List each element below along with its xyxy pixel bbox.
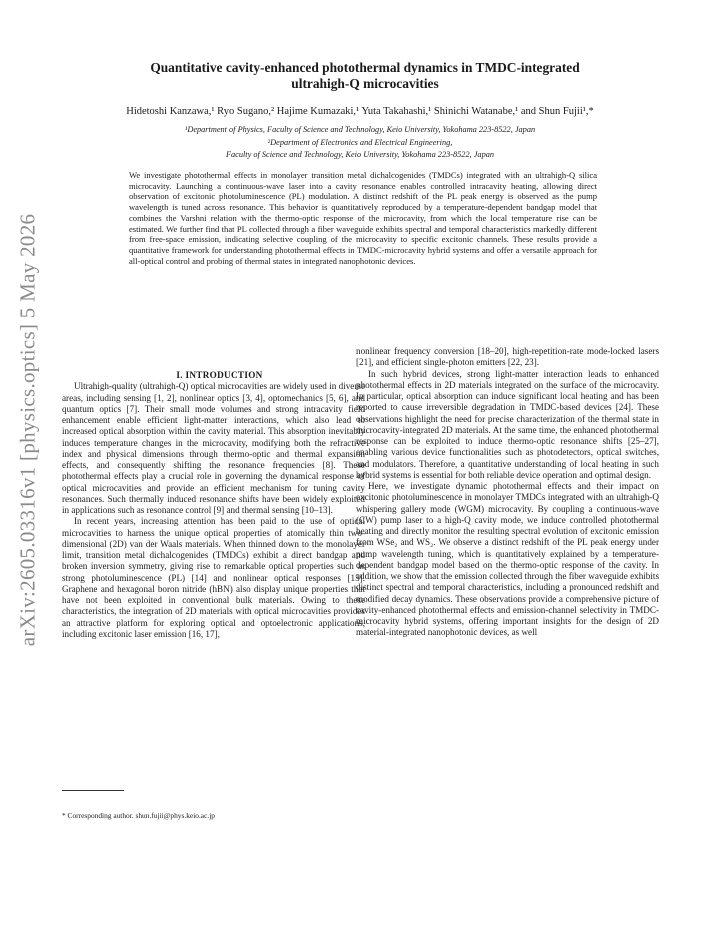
paper-title xyxy=(95,60,635,92)
arxiv-sidebar-stamp xyxy=(8,180,48,680)
right-column xyxy=(356,346,659,639)
affiliations xyxy=(60,124,660,162)
paragraph: In recent years, increasing attention has been paid to the use of optical microcavities to harness the unique optical properties of atomically thin two-dimensional (2D) van der Waals materials. When thinned down to the monolayer limit, transition metal dichalcogenides (TMDCs) exhibit a direct bandgap and broken inversion symmetry, giving rise to remarkable optical properties such as strong photoluminescence (PL) [14] and nonlinear optical responses [15]. Graphene and hexagonal boron nitride (hBN) also display unique properties that have not been exploited in conventional bulk materials. Owing to these characteristics, the integration of 2D materials with optical microcavities provides an attractive platform for exploring optical and optoelectronic applications, including excitonic laser emission [16, 17], xyxy=(62,516,365,639)
title-line-1: Quantitative cavity-enhanced photothermal dynamics in TMDC-integrated xyxy=(150,60,580,75)
paragraph: In such hybrid devices, strong light-matter interaction leads to enhanced photothermal effects in 2D materials integrated on the surface of the microcavity. In particular, optical absorption can induce significant local heating and has been reported to cause irreversible degradation in TMDC-based devices [24]. These observations highlight the need for precise characterization of the thermal state in microcavity-integrated 2D materials. At the same time, the enhanced photothermal response can be exploited to induce thermo-optic resonance shifts [25–27], enabling various device functionalities such as photodetectors, optical switches, and modulators. Therefore, a quantitative understanding of local heating in such hybrid systems is essential for both reliable device operation and optimal design. xyxy=(356,368,659,480)
arxiv-identifier: arXiv:2605.03316v1 [physics.optics] 5 May 2026 xyxy=(15,213,40,647)
affiliation-2: ²Department of Electronics and Electrical Engineering, xyxy=(267,137,453,147)
paragraph: Here, we investigate dynamic photothermal effects and their impact on excitonic photoluminescence in monolayer TMDCs integrated with an ultrahigh-Q whispering gallery mode (WGM) microcavity. By coupling a continuous-wave (CW) pump laser to a high-Q cavity mode, we induce controlled photothermal heating and directly monitor the resulting spectral evolution of excitonic emission from WSe₂ and WS₂. We observe a distinct redshift of the PL peak energy under pump wavelength tuning, which is quantitatively explained by a temperature-dependent bandgap model based on the thermo-optic response of the cavity. In addition, we show that the emission collected through the fiber waveguide exhibits distinct spectral and temporal characteristics, including a pronounced redshift and modified decay dynamics. These observations provide a comprehensive picture of cavity-enhanced photothermal effects and emission-channel selectivity in TMDC-microcavity hybrid systems, offering important insights for the design of 2D material-integrated nanophotonic devices, as well xyxy=(356,481,659,638)
abstract: We investigate photothermal effects in monolayer transition metal dichalcogenides (TMDCs) integrated with an ultrahigh-Q silica microcavity. Launching a continuous-wave laser into a cavity resonance enables controlled intracavity heating, allowing direct observation of excitonic photoluminescence (PL) modulation. A distinct redshift of the PL peak energy is observed as the pump wavelength is tuned across resonance. This behavior is quantitatively reproduced by a temperature-dependent bandgap model that combines the Varshni relation with the thermo-optic response of the microcavity, from which the local temperature rise can be estimated. We further find that PL collected through a fiber waveguide exhibits spectral and temporal characteristics markedly different from free-space emission, indicating selective coupling of the microcavity to specific excitonic channels. These results provide a quantitative framework for understanding photothermal effects in TMDC-microcavity hybrid systems and offer a versatile approach for all-optical control and probing of thermal states in integrated nanophotonic devices. xyxy=(129,170,597,266)
paragraph: nonlinear frequency conversion [18–20], high-repetition-rate mode-locked lasers [21], and efficient single-photon emitters [22, 23]. xyxy=(356,346,659,368)
title-line-2: ultrahigh-Q microcavities xyxy=(291,76,439,91)
left-column xyxy=(62,370,365,640)
corresponding-author-footnote: * Corresponding author. shun.fujii@phys.keio.ac.jp xyxy=(62,811,215,820)
author-list: Hidetoshi Kanzawa,¹ Ryo Sugano,² Hajime Kumazaki,¹ Yuta Takahashi,¹ Shinichi Watanabe,¹ and Shun Fujii¹,* xyxy=(126,106,594,117)
affiliation-1: ¹Department of Physics, Faculty of Science and Technology, Keio University, Yokohama 223-8522, Japan xyxy=(184,125,536,134)
footnote-rule xyxy=(62,790,124,791)
paragraph: Ultrahigh-quality (ultrahigh-Q) optical microcavities are widely used in diverse areas, including sensing [1, 2], nonlinear optics [3, 4], optomechanics [5, 6], and quantum optics [7]. Their small mode volumes and strong intracavity field enhancement enable efficient light-matter interactions, which also lead to increased optical absorption within the cavity material. This absorption inevitably induces temperature changes in the microcavity, modifying both the refractive index and physical dimensions through thermo-optic and thermal expansion effects, and consequently shifting the resonance frequencies [8]. These photothermal effects play a crucial role in governing the dynamical response of optical microcavities and provide an efficient mechanism for tuning cavity resonances. Such thermally induced resonance shifts have been widely exploited in applications such as resonance control [9] and thermal sensing [10–13]. xyxy=(62,381,365,515)
affiliation-3: Faculty of Science and Technology, Keio University, Yokohama 223-8522, Japan xyxy=(225,150,495,159)
section-heading-introduction: I. INTRODUCTION xyxy=(176,370,263,380)
